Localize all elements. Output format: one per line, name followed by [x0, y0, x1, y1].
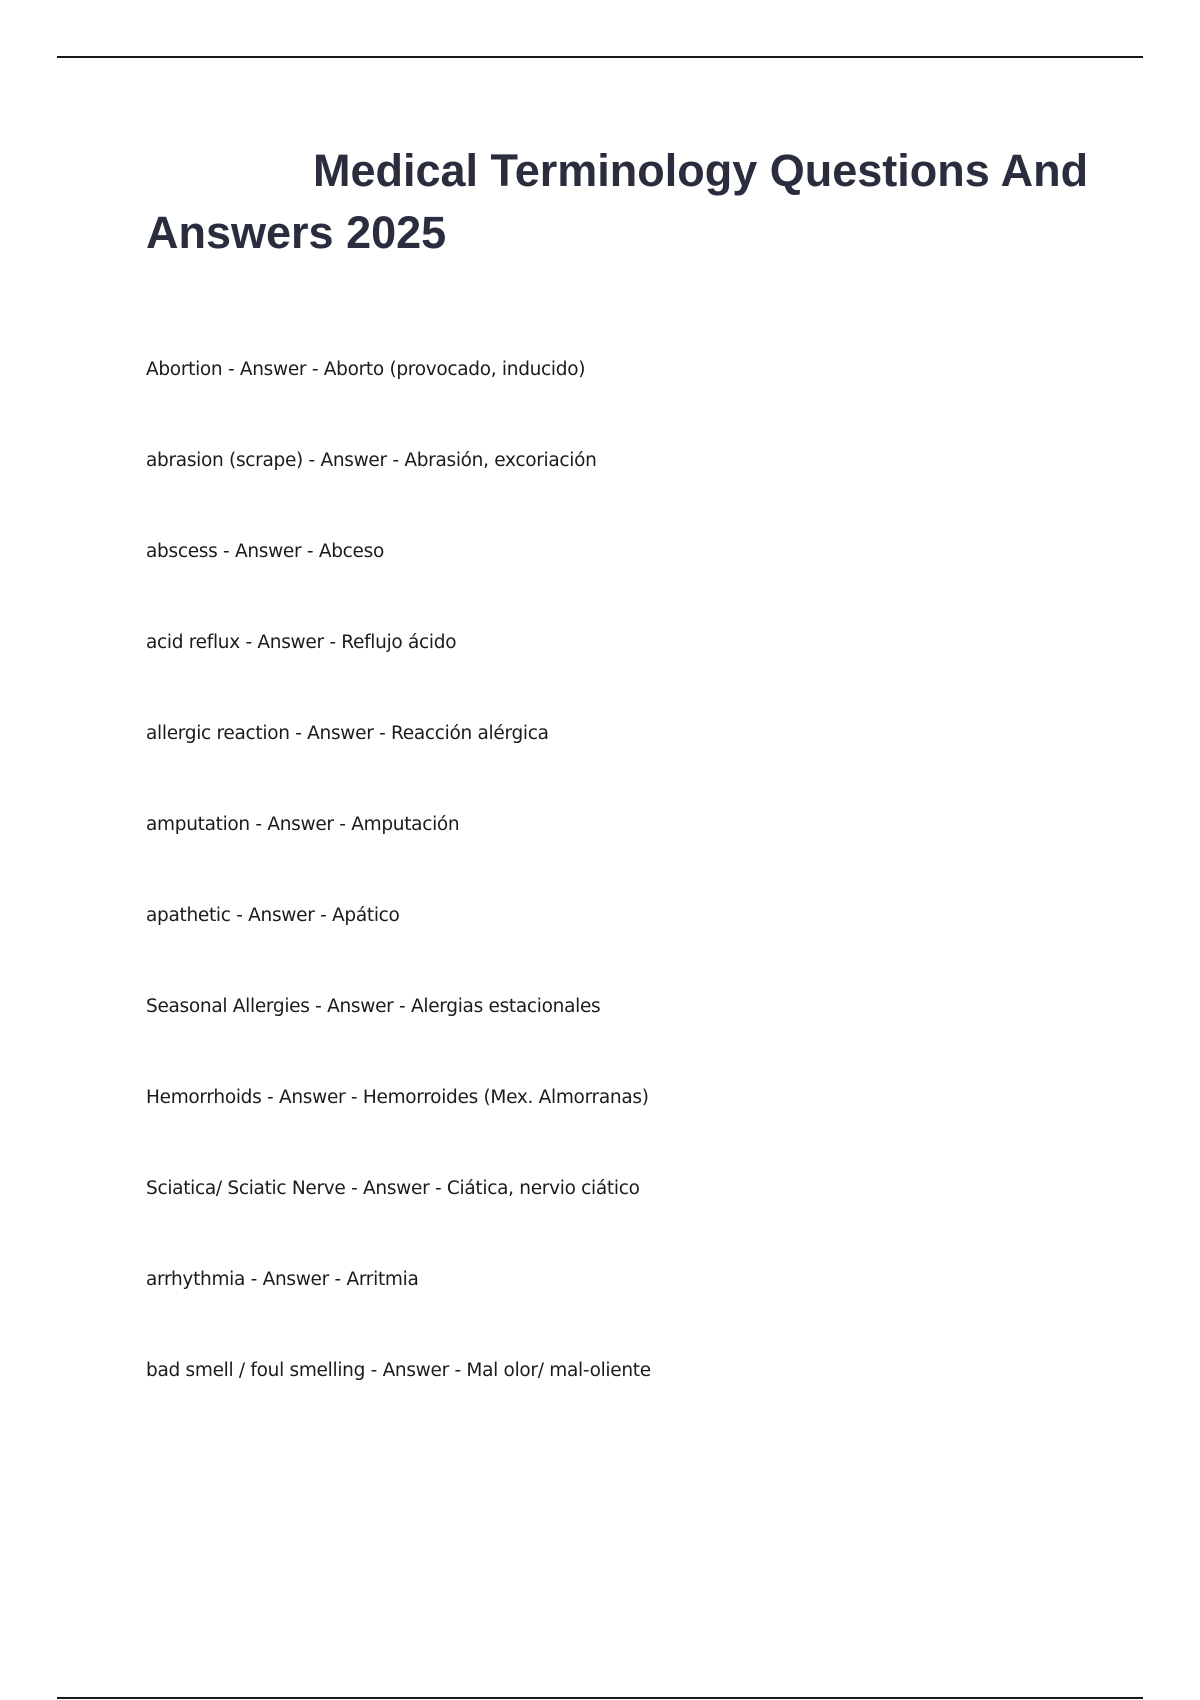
qa-entry: abscess - Answer - Abceso	[146, 541, 384, 562]
qa-entry: Seasonal Allergies - Answer - Alergias estacionales	[146, 996, 601, 1017]
qa-entry: allergic reaction - Answer - Reacción alérgica	[146, 723, 549, 744]
qa-entry: apathetic - Answer - Apático	[146, 905, 400, 926]
qa-entry: Abortion - Answer - Aborto (provocado, inducido)	[146, 359, 586, 380]
qa-entry: bad smell / foul smelling - Answer - Mal olor/ mal-oliente	[146, 1360, 651, 1381]
qa-entry: arrhythmia - Answer - Arritmia	[146, 1269, 419, 1290]
document-title: Medical Terminology Questions And Answers 2025	[146, 145, 1089, 258]
qa-entry: abrasion (scrape) - Answer - Abrasión, excoriación	[146, 450, 597, 471]
qa-list	[146, 356, 651, 1448]
qa-entry: Sciatica/ Sciatic Nerve - Answer - Ciática, nervio ciático	[146, 1178, 640, 1199]
bottom-divider	[57, 1697, 1143, 1699]
qa-entry: acid reflux - Answer - Reflujo ácido	[146, 632, 457, 653]
qa-entry: amputation - Answer - Amputación	[146, 814, 460, 835]
qa-entry: Hemorrhoids - Answer - Hemorroides (Mex. Almorranas)	[146, 1087, 649, 1108]
top-divider	[57, 56, 1143, 58]
